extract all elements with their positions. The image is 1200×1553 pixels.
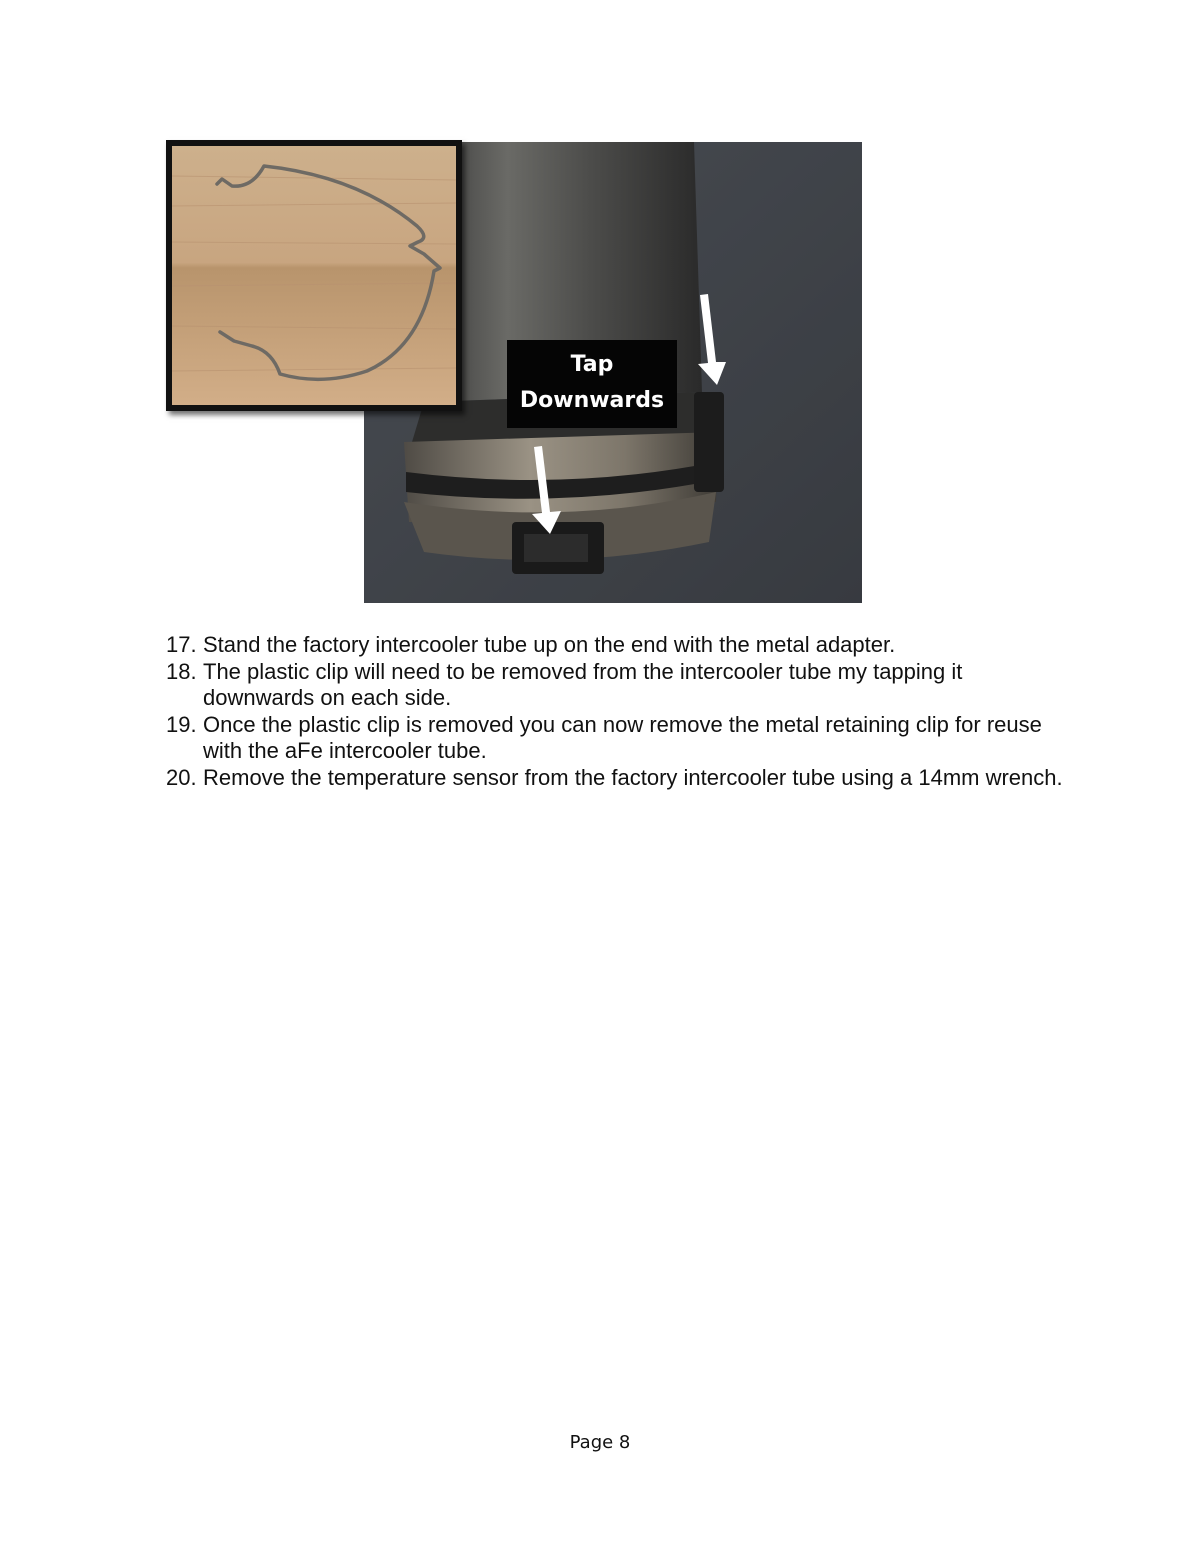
step-18 xyxy=(166,659,1066,712)
instruction-steps xyxy=(166,632,1066,791)
step-20 xyxy=(166,765,1066,792)
callout-line-1: Tap xyxy=(570,352,614,377)
step-17 xyxy=(166,632,1066,659)
step-19 xyxy=(166,712,1066,765)
retaining-clip-photo xyxy=(166,140,462,411)
step-number: 18. xyxy=(166,658,197,684)
step-text: Remove the temperature sensor from the factory intercooler tube using a 14mm wrench. xyxy=(203,764,1063,790)
callout-line-2: Downwards xyxy=(519,388,665,413)
step-text: Once the plastic clip is removed you can now remove the metal retaining clip for reuse with the aFe intercooler tube. xyxy=(203,711,1042,763)
tap-downwards-callout xyxy=(507,340,677,428)
step-number: 19. xyxy=(166,711,197,737)
page-number: Page 8 xyxy=(569,1432,631,1453)
step-number: 17. xyxy=(166,632,197,657)
step-number: 20. xyxy=(166,764,197,790)
step-text: Stand the factory intercooler tube up on the end with the metal adapter. xyxy=(203,632,896,657)
step-text: The plastic clip will need to be removed from the intercooler tube my tapping it downwards on each side. xyxy=(203,658,963,710)
